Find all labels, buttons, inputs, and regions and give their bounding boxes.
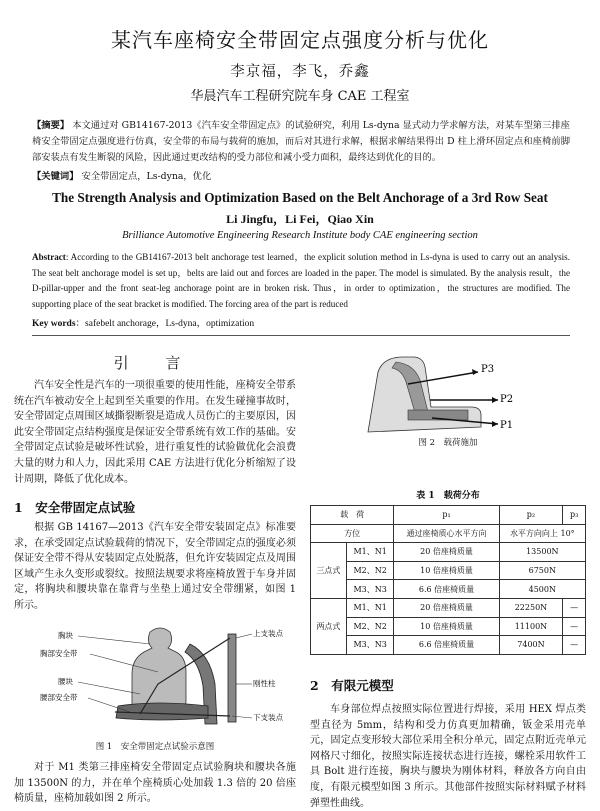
table-header-cell: 水平方向向上 10° xyxy=(499,524,585,543)
table-cell: 20 倍座椅质量 xyxy=(394,543,499,562)
abstract-cn-text: 本文通过对 GB14167-2013《汽车安全带固定点》的试验研究，利用 Ls-dyna 显式动力学求解方法，对某车型第三排座椅安全带固定点强度进行仿真，安全带的布局与载荷的施加，而后对其进行求解，根据求解结果得出 D 柱上滑环固定点和座椅前脚部安装点有发生断裂的风险，因此通过更改结构的受力部位和减小受力面积，最终达到优化的目的。 xyxy=(32,120,570,163)
table-group-cell: 三点式 xyxy=(311,543,347,599)
affiliation-cn: 华晨汽车工程研究院车身 CAE 工程室 xyxy=(190,89,410,104)
table-cell: 20 倍座椅质量 xyxy=(394,598,499,617)
table-cell: — xyxy=(563,598,586,617)
abstract-en-label: Abstract xyxy=(32,252,66,262)
fig2-label-p1: P1 xyxy=(500,420,514,431)
intro-paragraph: 汽车安全性是汽车的一项很重要的使用性能，座椅安全带系统在汽车被动安全上起到至关重要的作用。在发生碰撞事故时，安全带固定点周围区域撕裂断裂是造成人员伤亡的主要原因，因此安全带固定点结构强度是保证安全带系统有效工作的基础。安全带固定点试验是破坏性试验，进行重复性的试验做优化会浪费大量的财力和人力，因此采用 CAE 方法进行优化分析缩短了设计周期，降低了优化成本。 xyxy=(14,380,296,485)
keywords-en xyxy=(32,315,570,329)
keywords-en-text: ：safebelt anchorage，Ls-dyna，optimization xyxy=(75,319,255,329)
rigid-pillar xyxy=(228,634,236,722)
keywords-cn-text: 安全带固定点，Ls-dyna，优化 xyxy=(81,171,212,182)
load-distribution-table xyxy=(310,505,586,655)
authors-en: Li Jingfu，Li Fei，Qiao Xin xyxy=(226,212,374,226)
section-divider xyxy=(32,335,570,336)
table-cell: M1、N1 xyxy=(346,598,394,617)
table-row xyxy=(311,580,586,599)
intro-heading: 引 言 xyxy=(113,354,197,372)
abstract-en xyxy=(32,250,570,312)
table-cell: 6750N xyxy=(499,561,585,580)
table-cell: 4500N xyxy=(499,580,585,599)
table-cell: 22250N xyxy=(499,598,563,617)
table-cell: 10 倍座椅质量 xyxy=(394,617,499,636)
fig1-label-lower-anchor: 下支装点 xyxy=(253,713,283,722)
table-header-row xyxy=(311,524,586,543)
affiliation-en: Brilliance Automotive Engineering Research Institute body CAE engineering section xyxy=(122,230,478,241)
table-cell: 13500N xyxy=(499,543,585,562)
fig1-label-chest-belt: 胸部安全带 xyxy=(40,649,78,658)
section2-paragraph: 车身部位焊点按照实际位置进行焊接，采用 HEX 焊点类型直径为 5mm，结构和受力仿真更加精确，钣金采用壳单元，固定点变形较大部位采用全积分单元，固定点附近壳单元网格尺寸细化，按照实际连接状态进行连接，螺栓采用软件工具 Bolt 进行连接，胸块与腰块为刚体材料，释放各方向自由度，有限元模型如图 3 所示。其他部件按照实际材料赋予材料弹塑性曲线。 xyxy=(310,704,586,809)
figure1-diagram xyxy=(40,624,285,734)
table-header-cell: p₃ xyxy=(563,506,586,525)
table-row xyxy=(311,598,586,617)
keywords-cn-label: 【关键词】 xyxy=(32,171,79,182)
table-row xyxy=(311,636,586,655)
table-header-cell: p₂ xyxy=(499,506,563,525)
fig1-label-waist-block: 腰块 xyxy=(58,677,73,686)
section1-paragraph: 根据 GB 14167—2013《汽车安全带安装固定点》标准要求，在承受固定点试验载荷的情况下，安全带固定点的强度必须保证安全带不得从安装固定点处脱落，但允许安装固定点及周围区域产生永久变形或裂纹。按照法规要求将座椅放置于车身并固定，将胸块和腰块靠在靠背与坐垫上通过安全带绷紧，如图 1 所示。 xyxy=(14,522,296,611)
table-row xyxy=(311,543,586,562)
table-cell: M3、N3 xyxy=(346,580,394,599)
table-header-cell: 载 荷 xyxy=(311,506,394,525)
abstract-cn-label: 【摘要】 xyxy=(32,120,70,131)
table-cell: 7400N xyxy=(499,636,563,655)
table-cell: 6.6 倍座椅质量 xyxy=(394,636,499,655)
fig1-label-waist-belt: 腰部安全带 xyxy=(40,693,78,702)
table-header-cell: 方位 xyxy=(311,524,394,543)
table-row xyxy=(311,561,586,580)
table-cell: M1、N1 xyxy=(346,543,394,562)
table-header-cell: p₁ xyxy=(394,506,499,525)
table-cell: M2、N2 xyxy=(346,617,394,636)
figure2-caption: 图 2 载荷施加 xyxy=(418,438,478,448)
section1-paragraph-2: 对于 M1 类第三排座椅安全带固定点试验胸块和腰块各施加 13500N 的力，并在单个座椅质心处加载 1.3 倍的 20 倍座椅质量，座椅加载如图 2 所示。 xyxy=(14,762,296,805)
keywords-en-label: Key words xyxy=(32,319,76,329)
figure2-diagram xyxy=(348,352,558,437)
fig1-label-rigid-pillar: 刚性柱 xyxy=(253,679,276,688)
table-cell: 11100N xyxy=(499,617,563,636)
table-row xyxy=(311,617,586,636)
table-cell: M2、N2 xyxy=(346,561,394,580)
figure1-caption: 图 1 安全带固定点试验示意图 xyxy=(95,742,215,752)
paper-title-cn: 某汽车座椅安全带固定点强度分析与优化 xyxy=(111,28,489,52)
seat-cushion xyxy=(116,703,208,720)
keywords-cn xyxy=(32,168,570,182)
table-header-row xyxy=(311,506,586,525)
table-cell: 6.6 倍座椅质量 xyxy=(394,580,499,599)
table-cell: 10 倍座椅质量 xyxy=(394,561,499,580)
table1-caption: 表 1 载荷分布 xyxy=(416,491,480,501)
abstract-en-text: : According to the GB14167-2013 belt anchorage test learned，the explicit solution method in Ls-dyna is used to carry out an analysis. The seat belt anchorage model is set up，belts are laid out and forces are loaded in the paper. The model is simulated. By the analysis result，the D-pillar-upper and the front seat-leg anchorage point are in broken risk. Thus，in order to optimization，the structures are modified. The supporting place of the seat bracket is modified. The forcing area of the part is reduced xyxy=(32,252,570,309)
abstract-cn xyxy=(32,118,570,166)
section1-heading: 1 安全带固定点试验 xyxy=(14,500,136,515)
table-cell: M3、N3 xyxy=(346,636,394,655)
table-header-cell: 通过座椅质心水平方向 xyxy=(394,524,499,543)
fig2-label-p3: P3 xyxy=(481,364,495,375)
fig1-label-chest-block: 胸块 xyxy=(58,631,73,640)
fig2-label-p2: P2 xyxy=(500,394,514,405)
authors-cn: 李京福，李飞，乔鑫 xyxy=(230,64,370,80)
table-group-cell: 两点式 xyxy=(311,598,347,654)
section2-heading: 2 有限元模型 xyxy=(310,678,394,693)
paper-title-en: The Strength Analysis and Optimization Based on the Belt Anchorage of a 3rd Row Seat xyxy=(52,190,548,205)
fig1-label-upper-anchor: 上支装点 xyxy=(253,629,283,638)
table-cell: — xyxy=(563,636,586,655)
table-cell: — xyxy=(563,617,586,636)
